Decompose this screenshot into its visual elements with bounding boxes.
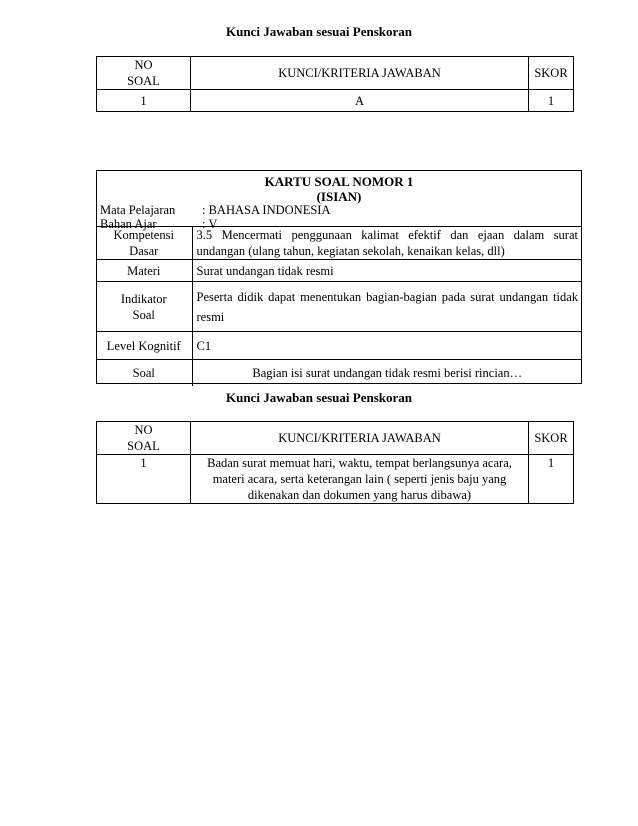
row-score: 1 [529,90,574,112]
card-row-label: Indikator Soal [96,282,192,332]
card-row-label: Level Kognitif [96,332,192,360]
card-row-label: Soal [96,360,192,386]
row-answer: A [191,90,529,112]
card-subtitle: (ISIAN) [316,189,362,204]
header-score: SKOR [529,422,574,455]
header-score: SKOR [529,57,574,90]
table-row [97,90,574,112]
card-row [96,282,582,332]
table-row [97,455,574,504]
card-row [96,260,582,282]
header-criteria: KUNCI/KRITERIA JAWABAN [191,422,529,455]
answer-key-table [96,56,574,112]
row-no: 1 [97,455,191,504]
card-row-value: Surat undangan tidak resmi [192,260,582,282]
card-row [96,332,582,360]
row-answer: Badan surat memuat hari, waktu, tempat berlangsunya acara, materi acara, serta keterangan lain ( seperti jenis baju yang dikenakan dan dokumen yang harus dibawa) [191,455,529,504]
header-no-soal: NO SOAL [97,57,191,90]
answer-key-heading: Kunci Jawaban sesuai Penskoran [225,24,412,39]
card-title: KARTU SOAL NOMOR 1 [264,174,414,189]
subject-label: Mata Pelajaran [100,203,176,217]
card-row [96,360,582,386]
card-row-value: C1 [192,332,582,360]
subject-value: : BAHASA INDONESIA [202,203,331,217]
material-label: Bahan Ajar [100,217,157,231]
card-row-label: Kompetensi Dasar [96,227,192,260]
header-criteria: KUNCI/KRITERIA JAWABAN [191,57,529,90]
table-header-row [97,57,574,90]
table-header-row [97,422,574,455]
card-row-value: Bagian isi surat undangan tidak resmi berisi rincian… [192,360,582,386]
row-no: 1 [97,90,191,112]
answer-key-table [96,421,574,504]
row-score: 1 [529,455,574,504]
material-value: : V [202,217,218,231]
header-no-soal: NO SOAL [97,422,191,455]
card-detail-table [96,226,582,386]
card-row-label: Materi [96,260,192,282]
answer-key-heading: Kunci Jawaban sesuai Penskoran [225,390,412,405]
card-row-value: Peserta didik dapat menentukan bagian-bagian pada surat undangan tidak resmi [192,282,582,332]
card-row [96,227,582,260]
card-row-value: 3.5 Mencermati penggunaan kalimat efektif dan ejaan dalam surat undangan (ulang tahun, kegiatan sekolah, kenaikan kelas, dll) [192,227,582,260]
subject-line [100,203,330,218]
